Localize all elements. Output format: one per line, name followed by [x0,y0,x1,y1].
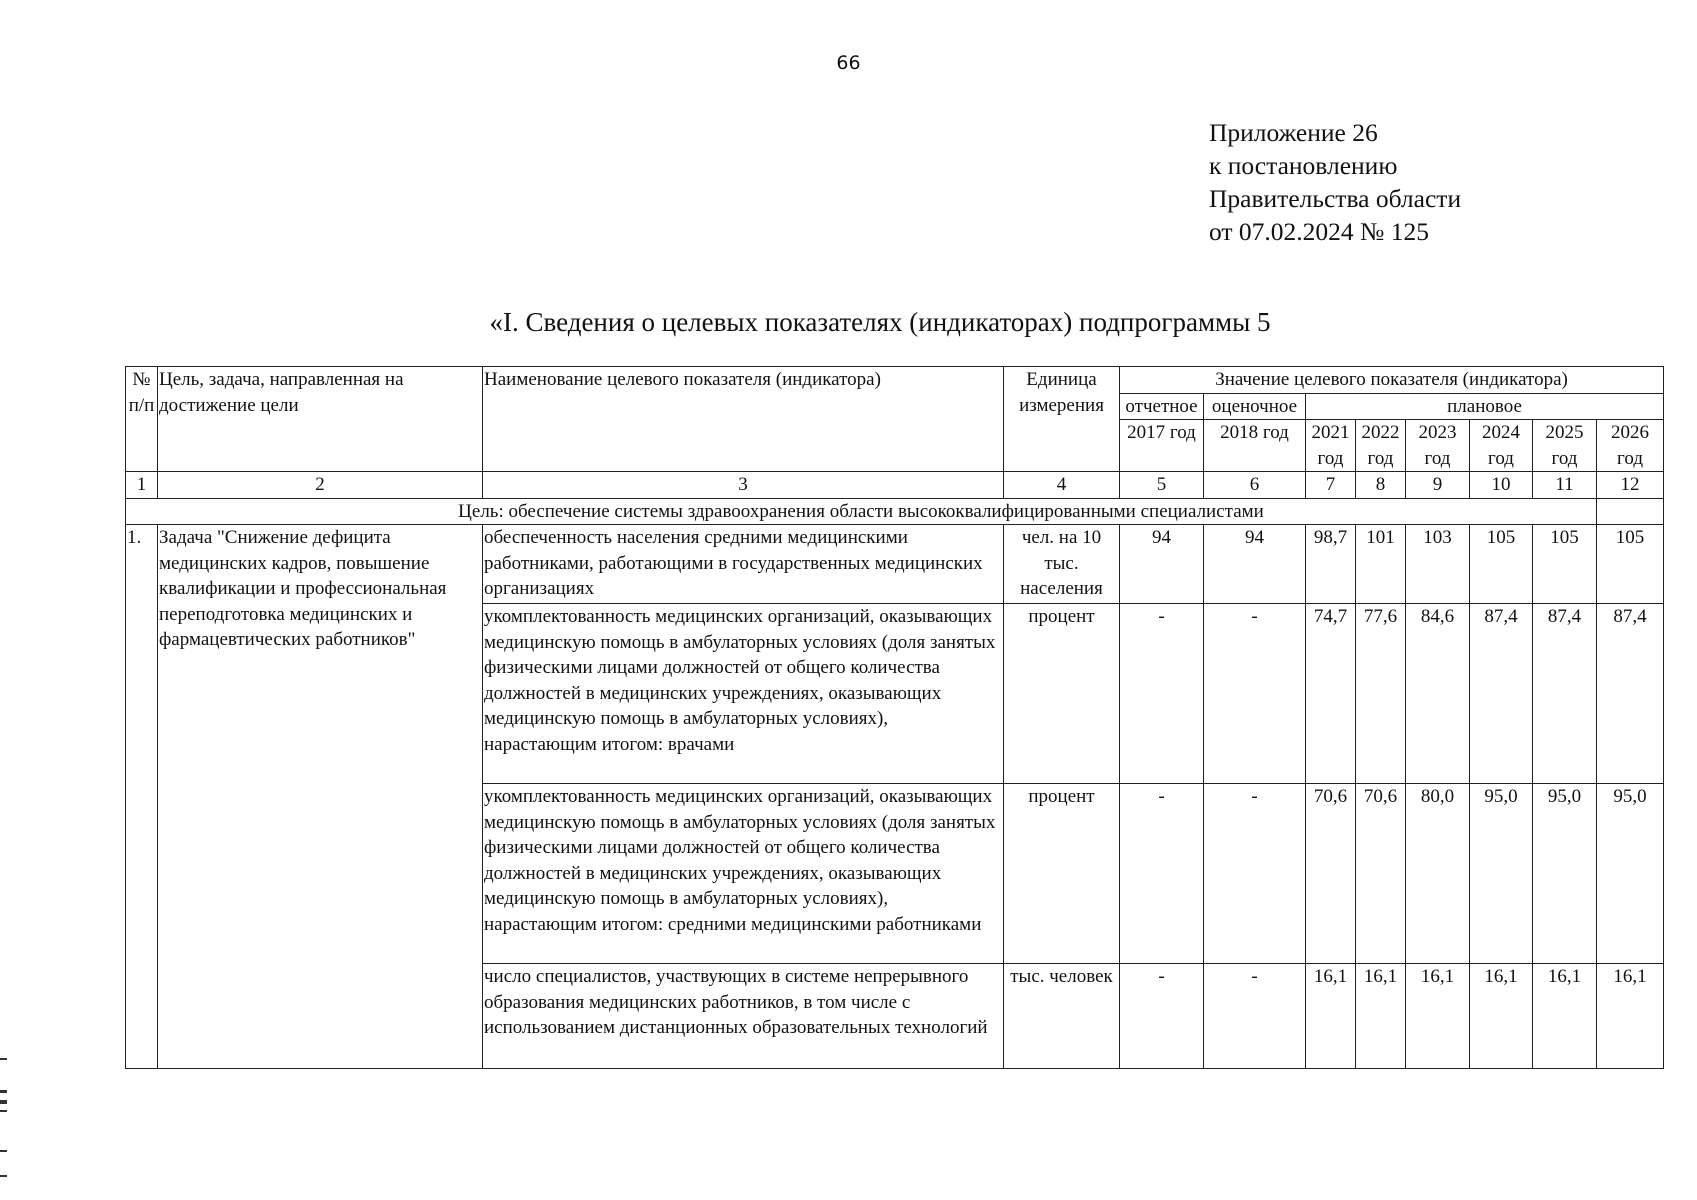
value-2021: 74,7 [1306,604,1356,784]
value-2018: 94 [1204,525,1306,604]
column-number: 7 [1306,472,1356,499]
unit-cell: тыс. человек [1004,964,1120,1069]
value-2021: 16,1 [1306,964,1356,1069]
value-2024: 105 [1470,525,1533,604]
header-num: № п/п [126,367,158,472]
scan-mark [0,1110,7,1112]
header-year-2022: 2022 год [1356,420,1406,472]
value-2026: 95,0 [1597,784,1664,964]
value-2017: - [1120,964,1204,1069]
value-2022: 16,1 [1356,964,1406,1069]
annex-block [1209,116,1461,248]
column-number: 9 [1406,472,1470,499]
header-estimated: оценочное [1204,393,1306,420]
indicator-name: число специалистов, участвующих в системе непрерывного образования медицинских работников, в том числе с использованием дистанционных образовательных технологий [483,964,1004,1069]
annex-line-4: от 07.02.2024 № 125 [1209,217,1430,246]
value-2024: 16,1 [1470,964,1533,1069]
header-year-2025: 2025 год [1533,420,1597,472]
column-number: 8 [1356,472,1406,499]
value-2024: 95,0 [1470,784,1533,964]
scan-mark [0,1175,7,1177]
indicator-name: обеспеченность населения средними медицинскими работниками, работающими в государственных медицинских организациях [483,525,1004,604]
scan-mark [0,1100,7,1104]
annex-line-3: Правительства области [1209,184,1462,213]
header-indicator: Наименование целевого показателя (индикатора) [483,367,1004,472]
value-2026: 87,4 [1597,604,1664,784]
column-number: 3 [483,472,1004,499]
header-year-2024: 2024 год [1470,420,1533,472]
column-number: 6 [1204,472,1306,499]
header-year-2026: 2026 год [1597,420,1664,472]
column-number: 2 [158,472,483,499]
column-number: 12 [1597,472,1664,499]
scan-mark [0,1090,7,1093]
document-title: «I. Сведения о целевых показателях (индикаторах) подпрограммы 5 [489,307,1271,337]
goal-row [126,498,1664,525]
header-row-1 [126,367,1664,394]
task-number: 1. [126,525,158,1069]
page-number: 66 [836,52,861,74]
column-number: 11 [1533,472,1597,499]
indicators-table [125,366,1664,1069]
header-value-group: Значение целевого показателя (индикатора) [1120,367,1664,394]
scan-mark [0,1058,7,1060]
goal-text: Цель: обеспечение системы здравоохранения области высококвалифицированными специалистами [126,498,1597,525]
column-number: 5 [1120,472,1204,499]
annex-line-2: к постановлению [1209,151,1398,180]
value-2022: 101 [1356,525,1406,604]
value-2022: 70,6 [1356,784,1406,964]
header-reported: отчетное [1120,393,1204,420]
value-2017: - [1120,604,1204,784]
value-2025: 16,1 [1533,964,1597,1069]
indicator-name: укомплектованность медицинских организаций, оказывающих медицинскую помощь в амбулаторных условиях (доля занятых физическими лицами должностей от общего количества должностей в медицинских учреждениях, оказывающих медицинскую помощь в амбулаторных условиях), нарастающим итогом: средними медицинскими работниками [483,784,1004,964]
goal-empty-cell [1597,498,1664,525]
scan-mark [0,1150,7,1152]
header-unit: Единица измерения [1004,367,1120,472]
value-2024: 87,4 [1470,604,1533,784]
column-number: 1 [126,472,158,499]
value-2018: - [1204,604,1306,784]
value-2017: 94 [1120,525,1204,604]
value-2023: 16,1 [1406,964,1470,1069]
value-2023: 103 [1406,525,1470,604]
column-number: 4 [1004,472,1120,499]
indicator-name: укомплектованность медицинских организаций, оказывающих медицинскую помощь в амбулаторных условиях (доля занятых физическими лицами должностей от общего количества должностей в медицинских учреждениях, оказывающих медицинскую помощь в амбулаторных условиях), нарастающим итогом: врачами [483,604,1004,784]
task-text: Задача "Снижение дефицита медицинских кадров, повышение квалификации и профессиональная переподготовка медицинских и фармацевтических работников" [158,525,483,1069]
value-2026: 16,1 [1597,964,1664,1069]
value-2025: 87,4 [1533,604,1597,784]
header-planned: плановое [1306,393,1664,420]
header-goal: Цель, задача, направленная на достижение цели [158,367,483,472]
column-number-row [126,472,1664,499]
annex-line-1: Приложение 26 [1209,118,1378,147]
header-year-2017: 2017 год [1120,420,1204,472]
value-2025: 95,0 [1533,784,1597,964]
value-2022: 77,6 [1356,604,1406,784]
value-2023: 80,0 [1406,784,1470,964]
unit-cell: процент [1004,784,1120,964]
value-2021: 70,6 [1306,784,1356,964]
unit-cell: процент [1004,604,1120,784]
value-2021: 98,7 [1306,525,1356,604]
value-2025: 105 [1533,525,1597,604]
value-2018: - [1204,964,1306,1069]
value-2018: - [1204,784,1306,964]
header-year-2023: 2023 год [1406,420,1470,472]
header-year-2021: 2021 год [1306,420,1356,472]
value-2017: - [1120,784,1204,964]
column-number: 10 [1470,472,1533,499]
value-2023: 84,6 [1406,604,1470,784]
table-row [126,525,1664,604]
value-2026: 105 [1597,525,1664,604]
unit-cell: чел. на 10 тыс. населения [1004,525,1120,604]
header-year-2018: 2018 год [1204,420,1306,472]
